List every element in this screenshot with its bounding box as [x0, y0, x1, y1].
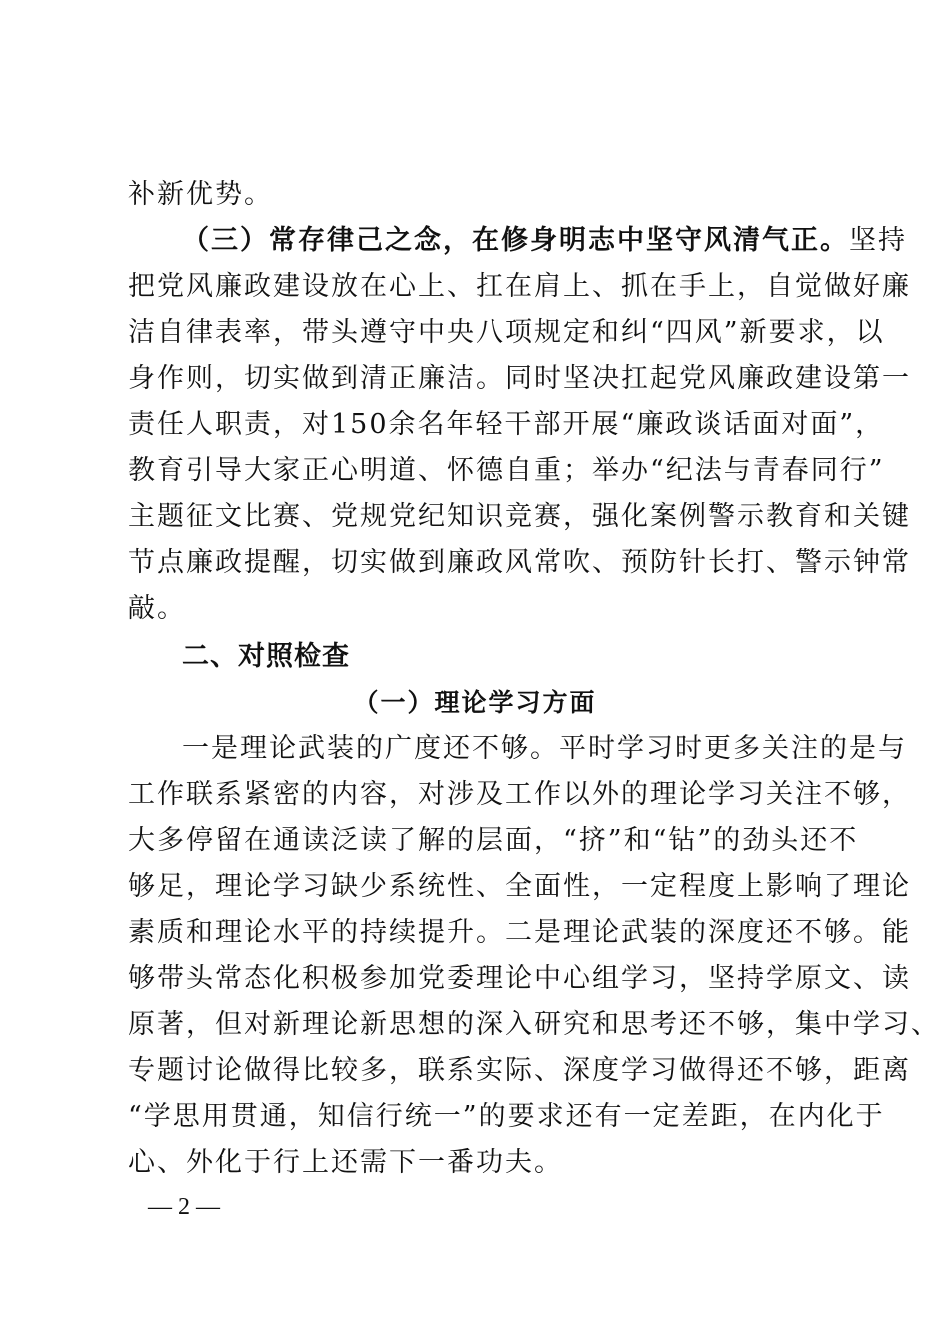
paragraph-line: 够带头常态化积极参加党委理论中心组学习，坚持学原文、读 — [128, 963, 911, 994]
paragraph-line: 把党风廉政建设放在心上、扛在肩上、抓在手上，自觉做好廉 — [128, 271, 911, 302]
paragraph-line: 工作联系紧密的内容，对涉及工作以外的理论学习关注不够， — [128, 779, 911, 810]
paragraph-line: 主题征文比赛、党规党纪知识竞赛，强化案例警示教育和关键 — [128, 501, 911, 532]
paragraph-line: “学思用贯通，知信行统一”的要求还有一定差距，在内化于 — [128, 1101, 885, 1132]
paragraph-line: 教育引导大家正心明道、怀德自重；举办“纪法与青春同行” — [128, 455, 885, 486]
paragraph-line: 补新优势。 — [128, 179, 273, 210]
paragraph-three-lead: （三）常存律己之念，在修身明志中坚守风清气正。 — [182, 225, 849, 256]
paragraph-line: 素质和理论水平的持续提升。二是理论武装的深度还不够。能 — [128, 917, 911, 948]
paragraph-line: 坚持 — [849, 225, 907, 256]
page-number: — 2 — — [148, 1194, 220, 1220]
paragraph-line: 身作则，切实做到清正廉洁。同时坚决扛起党风廉政建设第一 — [128, 363, 911, 394]
paragraph-three-first-line — [182, 224, 907, 258]
paragraph-line: 敲。 — [128, 593, 186, 624]
section-heading: 二、对照检查 — [182, 641, 350, 672]
paragraph-line: 节点廉政提醒，切实做到廉政风常吹、预防针长打、警示钟常 — [128, 547, 911, 578]
paragraph-line: 原著，但对新理论新思想的深入研究和思考还不够，集中学习、 — [128, 1009, 940, 1040]
sub-heading: （一）理论学习方面 — [353, 688, 597, 717]
paragraph-line: 大多停留在通读泛读了解的层面，“挤”和“钻”的劲头还不 — [128, 825, 859, 856]
paragraph-line: 一是理论武装的广度还不够。平时学习时更多关注的是与 — [182, 733, 907, 764]
paragraph-line: 心、外化于行上还需下一番功夫。 — [128, 1147, 563, 1178]
paragraph-line: 洁自律表率，带头遵守中央八项规定和纠“四风”新要求，以 — [128, 317, 885, 348]
paragraph-line: 够足，理论学习缺少系统性、全面性，一定程度上影响了理论 — [128, 871, 911, 902]
paragraph-line: 责任人职责，对150余名年轻干部开展“廉政谈话面对面”， — [128, 409, 885, 440]
paragraph-line: 专题讨论做得比较多，联系实际、深度学习做得还不够，距离 — [128, 1055, 911, 1086]
